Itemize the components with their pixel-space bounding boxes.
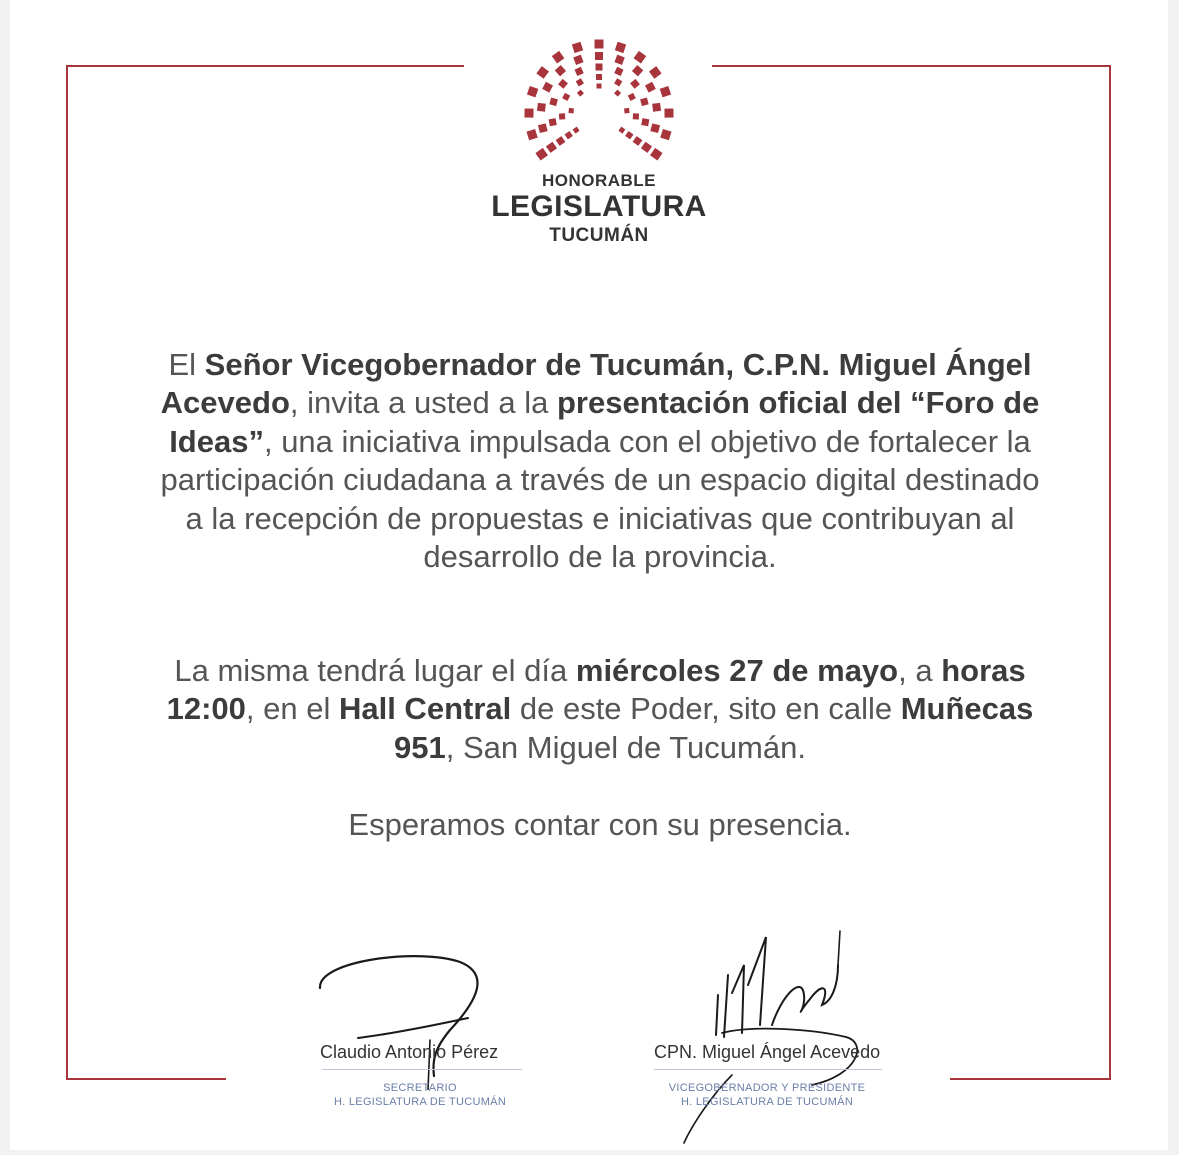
emblem-seat <box>614 78 622 86</box>
emblem-seat <box>650 148 663 161</box>
event-name: presentación oficial del “Foro de Ideas” <box>169 385 1040 459</box>
emblem-seat <box>614 67 623 76</box>
emblem-seat <box>632 65 643 76</box>
emblem-seat <box>524 109 533 118</box>
emblem-seat <box>559 113 565 119</box>
signature-rule-right <box>654 1069 882 1070</box>
emblem-seat <box>577 90 584 97</box>
emblem-seat <box>574 67 583 76</box>
emblem-seat <box>614 55 624 65</box>
logo-legislatura: LEGISLATURA <box>491 190 707 223</box>
emblem-seat <box>537 103 546 112</box>
frame-right <box>1109 65 1111 1080</box>
emblem-seat <box>633 136 643 146</box>
emblem-seat <box>660 86 671 97</box>
emblem-seat <box>568 108 574 114</box>
text-run: La misma tendrá lugar el día <box>174 653 576 688</box>
emblem-seat <box>650 123 660 133</box>
signatory-org-left: H. LEGISLATURA DE TUCUMÁN <box>333 1096 507 1108</box>
signatory-title-right: VICEGOBERNADOR Y PRESIDENTE <box>668 1082 866 1094</box>
emblem-seat <box>625 131 633 139</box>
host-name: Señor Vicegobernador de Tucumán, C.P.N. Miguel Ángel Acevedo <box>160 347 1032 421</box>
emblem-seat <box>565 131 573 139</box>
emblem-seat <box>558 79 568 89</box>
signature-left <box>300 940 540 1120</box>
emblem-seat <box>641 142 652 153</box>
text-run: El <box>168 347 205 382</box>
emblem-seat <box>634 51 647 64</box>
invitation-paragraph <box>160 346 1040 576</box>
emblem-seat <box>573 127 580 134</box>
handwritten-signature-left <box>300 940 540 1090</box>
text-run: , una iniciativa impulsada con el objetivo de fortalecer la participación ciudadana a través de un espacio digital destinado a la recepción de propuestas e iniciativas que contribuyan al desarrollo de la provincia. <box>160 423 1040 575</box>
emblem-seat <box>652 103 661 112</box>
emblem-seat <box>596 74 602 80</box>
emblem-seat <box>536 66 549 79</box>
emblem-seat <box>597 84 602 89</box>
frame-left <box>66 65 68 1080</box>
event-venue: Hall Central <box>338 691 512 727</box>
emblem-seat <box>526 129 537 140</box>
emblem-seat <box>615 42 626 53</box>
emblem-seat <box>556 136 566 146</box>
frame-bottom-right <box>950 1078 1111 1080</box>
signatory-org-right: H. LEGISLATURA DE TUCUMÁN <box>680 1096 854 1108</box>
handwritten-signature-right <box>632 925 902 1145</box>
signature-rule-left <box>322 1069 522 1070</box>
emblem-seat <box>546 142 557 153</box>
emblem-seat <box>542 82 553 93</box>
text-run: , invita a usted a la <box>289 385 557 421</box>
text-run: de este Poder, sito en calle <box>511 691 901 727</box>
event-date: miércoles 27 de mayo <box>575 653 899 688</box>
signature-right <box>632 925 902 1145</box>
emblem-seat <box>527 86 538 97</box>
emblem-seat <box>562 93 570 101</box>
logo-tucuman: TUCUMÁN <box>549 225 649 246</box>
event-details-paragraph <box>160 652 1040 767</box>
logo-honorable: HONORABLE <box>541 171 657 190</box>
invitation-card <box>10 0 1168 1150</box>
emblem-seat <box>595 40 604 49</box>
emblem-seat <box>660 129 671 140</box>
emblem-seat <box>645 82 656 93</box>
emblem-seat <box>633 113 639 119</box>
frame-top-right <box>712 65 1111 67</box>
emblem-seat <box>576 78 584 86</box>
text-run: , en el <box>245 691 339 727</box>
signatory-title-left: SECRETARIO <box>383 1082 457 1094</box>
emblem-seat <box>572 42 583 53</box>
emblem-seat <box>630 79 640 89</box>
frame-top-left <box>66 65 464 67</box>
emblem-seat <box>595 52 603 60</box>
frame-bottom-left <box>66 1078 226 1080</box>
emblem-seat <box>649 66 662 79</box>
emblem-seat <box>628 93 636 101</box>
legislatura-logo <box>470 36 728 251</box>
emblem-seat <box>664 109 673 118</box>
event-time: horas 12:00 <box>166 653 1026 727</box>
emblem-seat <box>552 51 565 64</box>
hemicycle-emblem <box>519 36 679 161</box>
event-address: Muñecas 951 <box>394 691 1034 765</box>
emblem-seat <box>640 98 649 107</box>
emblem-seat <box>573 55 583 65</box>
emblem-seat <box>596 64 603 71</box>
emblem-seat <box>535 148 548 161</box>
emblem-seat <box>555 65 566 76</box>
emblem-seat <box>618 127 625 134</box>
text-run: , a <box>898 653 942 688</box>
emblem-seat <box>549 98 558 107</box>
text-run: , San Miguel de Tucumán. <box>445 729 806 765</box>
signatory-name-left: Claudio Antonio Pérez <box>320 1042 499 1062</box>
emblem-seat <box>538 123 548 133</box>
emblem-seat <box>624 108 630 114</box>
emblem-seat <box>614 90 621 97</box>
emblem-seat <box>549 118 557 126</box>
signatory-name-right: CPN. Miguel Ángel Acevedo <box>654 1042 881 1062</box>
closing-line: Esperamos contar con su presencia. <box>348 807 852 842</box>
emblem-seat <box>641 118 649 126</box>
